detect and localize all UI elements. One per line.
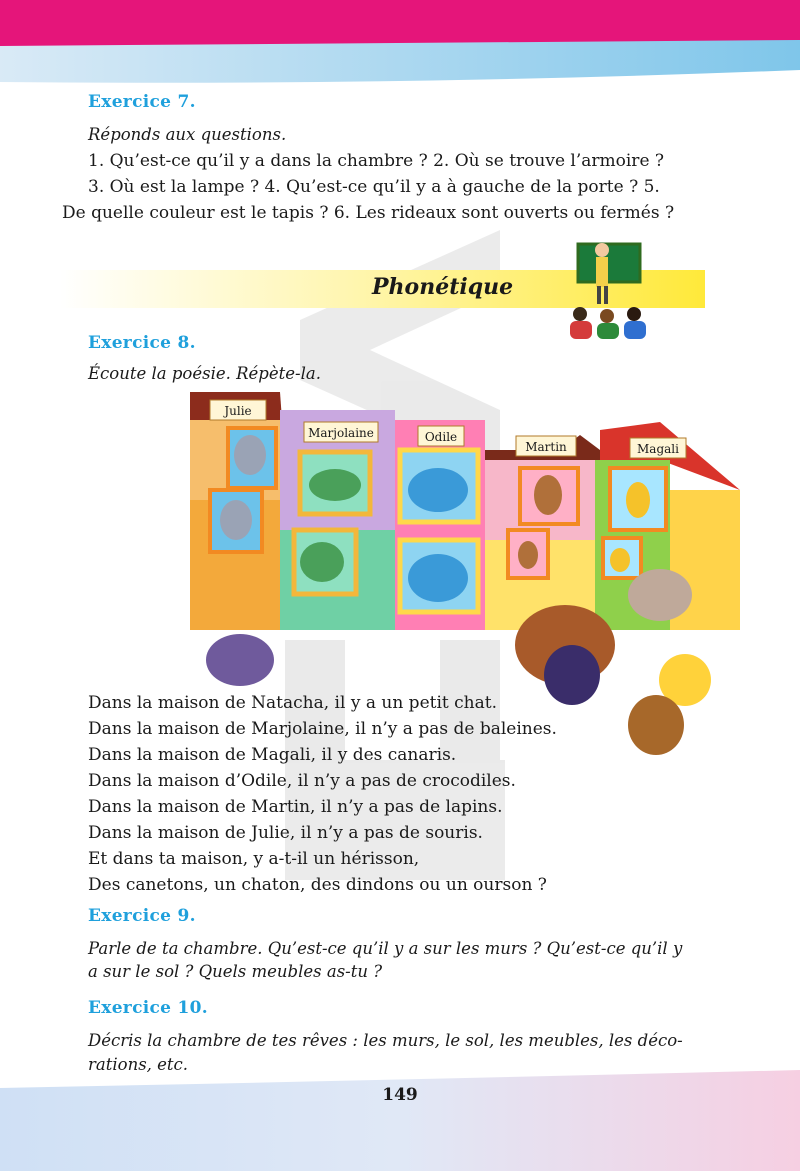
exercise-8-instruction: Écoute la poésie. Répète-la. [88, 364, 321, 383]
poem-line: Dans la maison de Marjolaine, il n’y a pas de baleines. [88, 719, 557, 739]
poem-line: Dans la maison de Martin, il n’y a pas de lapins. [88, 797, 503, 817]
poem-line: Dans la maison de Julie, il n’y a pas de souris. [88, 823, 483, 843]
teacher-blackboard-icon [560, 236, 710, 341]
page-number: 149 [382, 1085, 418, 1105]
house-label: Julie [224, 404, 252, 418]
house-label: Martin [525, 440, 567, 454]
section-title: Phonétique [372, 274, 514, 300]
exercise-10-title: Exercice 10. [88, 998, 208, 1018]
top-decorative-band [0, 0, 800, 100]
house-label: Magali [637, 442, 679, 456]
exercise-8-title: Exercice 8. [88, 333, 196, 353]
exercise-7-title: Exercice 7. [88, 92, 196, 112]
exercise-7-line: 1. Qu’est-ce qu’il y a dans la chambre ? 2. Où se trouve l’armoire ? [88, 151, 665, 171]
poem-line: Dans la maison de Magali, il y des canaris. [88, 745, 457, 765]
exercise-7-instruction: Réponds aux questions. [88, 125, 287, 144]
poem-line: Et dans ta maison, y a-t-il un hérisson, [88, 849, 420, 869]
exercise-7-line: 3. Où est la lampe ? 4. Qu’est-ce qu’il y a à gauche de la porte ? 5. [88, 177, 660, 197]
house-label: Marjolaine [308, 426, 374, 440]
poem-line: Dans la maison de Natacha, il y a un petit chat. [88, 693, 497, 713]
exercise-9-title: Exercice 9. [88, 906, 196, 926]
exercise-7-line: De quelle couleur est le tapis ? 6. Les rideaux sont ouverts ou fermés ? [62, 203, 675, 223]
exercise-9-line: Parle de ta chambre. Qu’est-ce qu’il y a sur les murs ? Qu’est-ce qu’il y [88, 939, 683, 958]
poem-line: Dans la maison d’Odile, il n’y a pas de crocodiles. [88, 771, 516, 791]
exercise-10-line: Décris la chambre de tes rêves : les murs, le sol, les meubles, les déco- [88, 1031, 683, 1050]
poem-line: Des canetons, un chaton, des dindons ou un ourson ? [88, 875, 547, 895]
exercise-10-line: rations, etc. [88, 1055, 189, 1074]
exercise-9-line: a sur le sol ? Quels meubles as-tu ? [88, 962, 383, 981]
house-label: Odile [424, 430, 458, 444]
